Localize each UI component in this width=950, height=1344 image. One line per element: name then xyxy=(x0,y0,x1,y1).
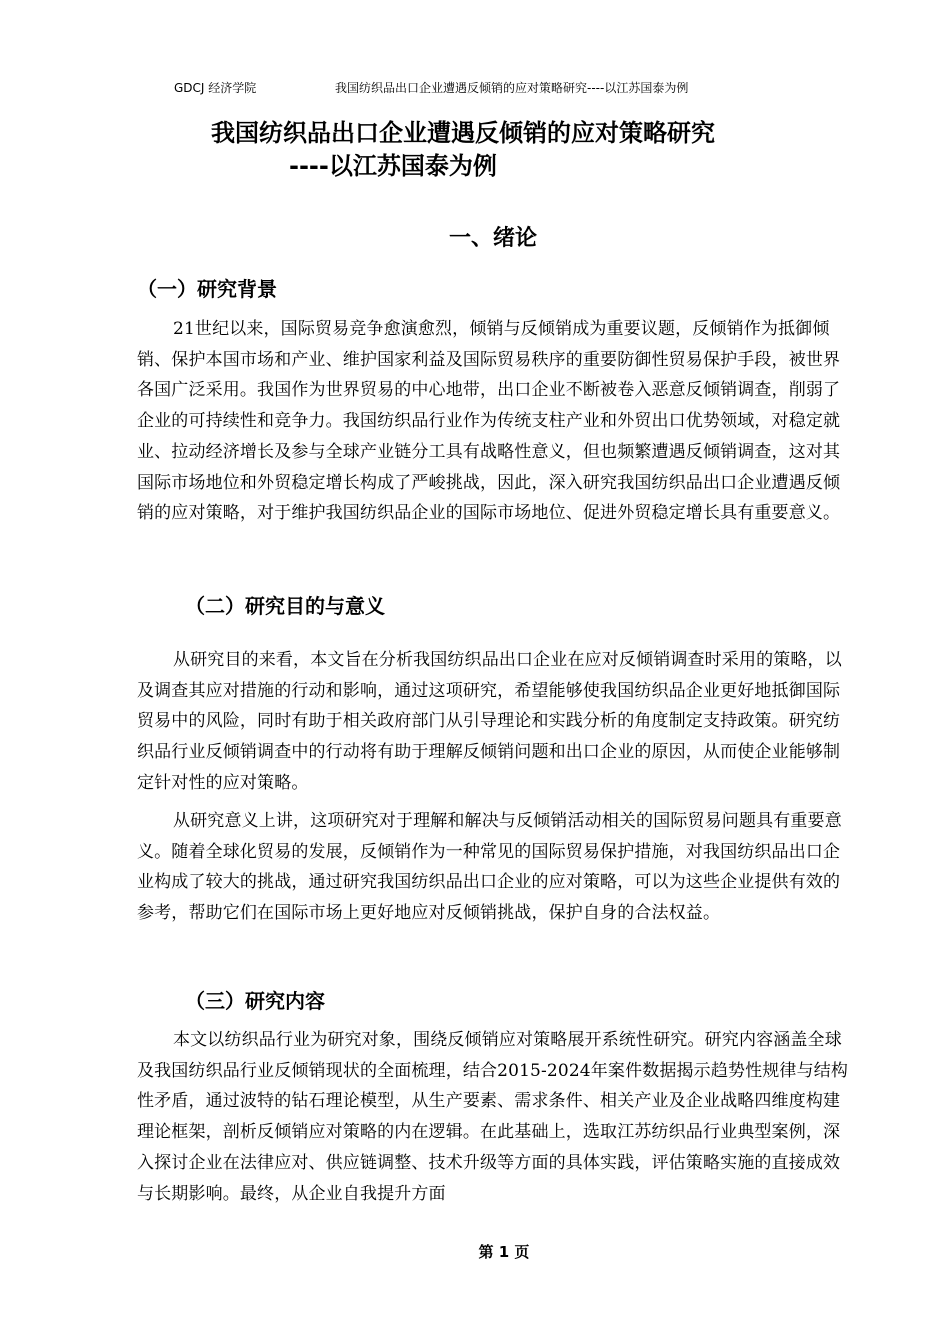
paragraph-purpose: 从研究目的来看，本文旨在分析我国纺织品出口企业在应对反倾销调查时采用的策略，以及调查其应对措施的行动和影响，通过这项研究，希望能够使我国纺织品企业更好地抵御国际贸易中的风险，同时有助于相关政府部门从引导理论和实践分析的角度制定支持政策。研究纺织品行业反倾销调查中的行动将有助于理解反倾销问题和出口企业的原因，从而使企业能够制定针对性的应对策略。 xyxy=(137,650,842,793)
page-number: 第 1 页 xyxy=(478,1243,530,1261)
paragraph-content: 本文以纺织品行业为研究对象，围绕反倾销应对策略展开系统性研究。研究内容涵盖全球及我国纺织品行业反倾销现状的全面梳理，结合2015-2024年案件数据揭示趋势性规律与结构性矛盾，通过波特的钻石理论模型，从生产要素、需求条件、相关产业及企业战略四维度构建理论框架，剖析反倾销应对策略的内在逻辑。在此基础上，选取江苏纺织品行业典型案例，深入探讨企业在法律应对、供应链调整、技术升级等方面的具体实践，评估策略实施的直接成效与长期影响。最终，从企业自我提升方面 xyxy=(137,1030,849,1204)
section-heading-background: （一）研究背景 xyxy=(137,277,277,301)
section-heading-content: （三）研究内容 xyxy=(185,989,325,1013)
paragraph-significance: 从研究意义上讲，这项研究对于理解和解决与反倾销活动相关的国际贸易问题具有重要意义。随着全球化贸易的发展，反倾销作为一种常见的国际贸易保护措施，对我国纺织品出口企业构成了较大的挑战，通过研究我国纺织品出口企业的应对策略，可以为这些企业提供有效的参考，帮助它们在国际市场上更好地应对反倾销挑战，保护自身的合法权益。 xyxy=(137,811,842,924)
document-title: 我国纺织品出口企业遭遇反倾销的应对策略研究 xyxy=(211,119,715,147)
document-subtitle: ----以江苏国泰为例 xyxy=(289,152,497,180)
paragraph-background: 21世纪以来，国际贸易竞争愈演愈烈，倾销与反倾销成为重要议题，反倾销作为抵御倾销、保护本国市场和产业、维护国家利益及国际贸易秩序的重要防御性贸易保护手段，被世界各国广泛采用。我国作为世界贸易的中心地带，出口企业不断被卷入恶意反倾销调查，削弱了企业的可持续性和竞争力。我国纺织品行业作为传统支柱产业和外贸出口优势领域，对稳定就业、拉动经济增长及参与全球产业链分工具有战略性意义，但也频繁遭遇反倾销调查，这对其国际市场地位和外贸稳定增长构成了严峻挑战，因此，深入研究我国纺织品出口企业遭遇反倾销的应对策略，对于维护我国纺织品企业的国际市场地位、促进外贸稳定增长具有重要意义。 xyxy=(137,319,841,524)
section-heading-purpose: （二）研究目的与意义 xyxy=(185,594,385,618)
header-org: GDCJ 经济学院 xyxy=(174,81,257,95)
chapter-heading: 一、绪论 xyxy=(448,226,537,251)
header-running-title: 我国纺织品出口企业遭遇反倾销的应对策略研究----以江苏国泰为例 xyxy=(335,81,689,95)
